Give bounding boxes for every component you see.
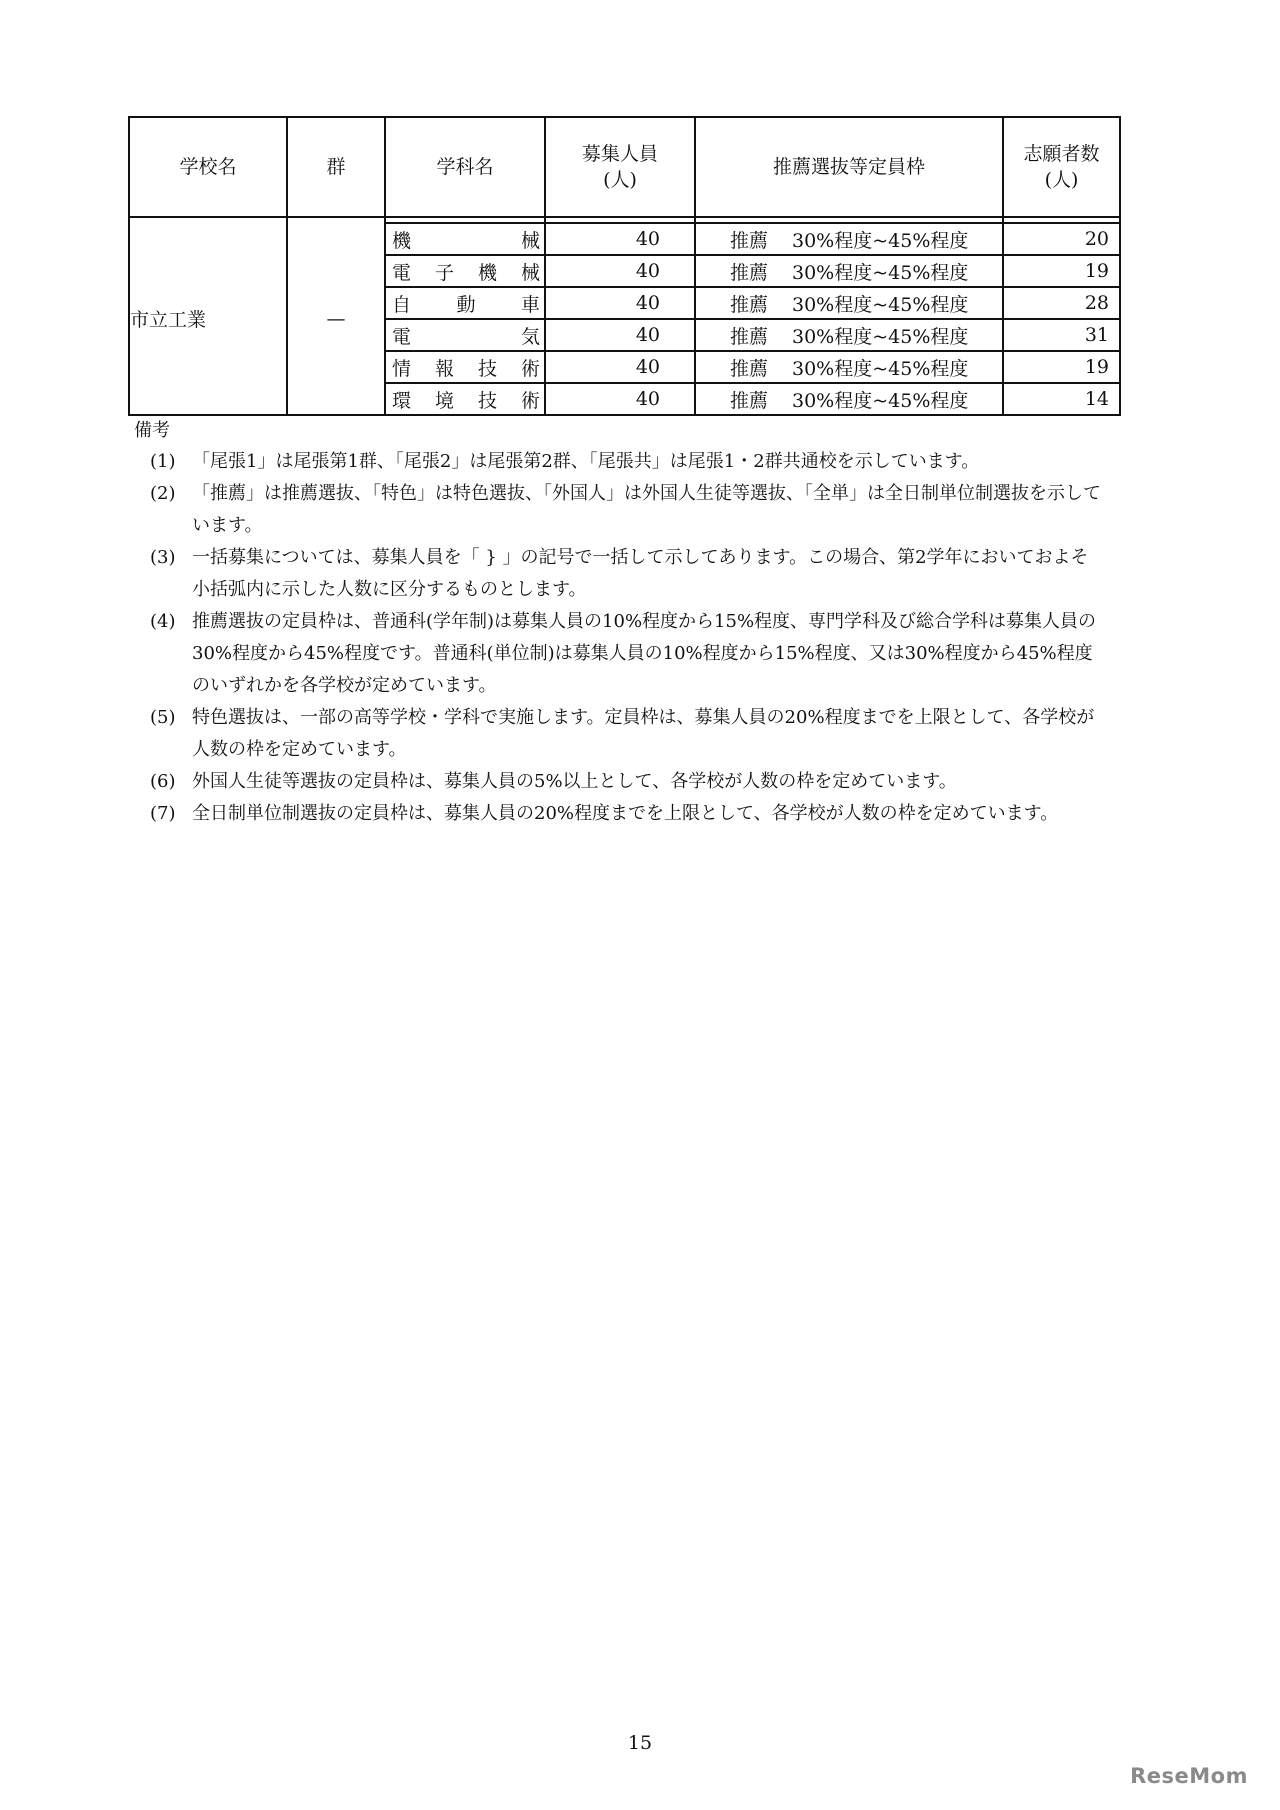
applicants-cell: 19 [1003, 255, 1120, 287]
header-capacity-line2: (人) [603, 169, 637, 191]
department-char: 械 [520, 261, 540, 284]
department-char: 自 [392, 293, 412, 316]
table-header-row [129, 117, 1120, 217]
header-group: 群 [287, 117, 385, 217]
quota-cell [695, 223, 1003, 255]
applicants-cell: 14 [1003, 383, 1120, 415]
quota-cell [695, 287, 1003, 319]
department-cell [385, 351, 545, 383]
header-applicants-line1: 志願者数 [1023, 143, 1100, 165]
remark-note [150, 606, 1105, 702]
department-char: 情 [392, 357, 412, 380]
department-char: 電 [392, 325, 412, 348]
capacity-cell: 40 [545, 383, 695, 415]
quota-type: 推薦 [730, 261, 769, 284]
department-char: 技 [477, 357, 497, 380]
header-capacity [545, 117, 695, 217]
remarks-title: 備考 [134, 420, 170, 441]
table-body [129, 217, 1120, 415]
capacity-cell: 40 [545, 319, 695, 351]
department-char: 動 [456, 293, 476, 316]
remark-text: 「尾張1」は尾張第1群、「尾張2」は尾張第2群、「尾張共」は尾張1・2群共通校を示しています。 [192, 451, 980, 472]
quota-cell [695, 351, 1003, 383]
remark-number: (3) [150, 547, 176, 568]
department-char: 車 [520, 293, 540, 316]
department-char: 術 [520, 357, 540, 380]
remark-number: (2) [150, 483, 176, 504]
department-cell [385, 383, 545, 415]
department-char: 子 [434, 261, 454, 284]
capacity-cell: 40 [545, 255, 695, 287]
remark-text: 外国人生徒等選抜の定員枠は、募集人員の5%以上として、各学校が人数の枠を定めています。 [192, 771, 957, 792]
header-department: 学科名 [385, 117, 545, 217]
department-char: 械 [520, 229, 540, 252]
department-cell [385, 287, 545, 319]
remark-number: (6) [150, 771, 176, 792]
capacity-cell: 40 [545, 287, 695, 319]
quota-range: 30%程度~45%程度 [792, 357, 969, 380]
department-char: 報 [434, 357, 454, 380]
quota-range: 30%程度~45%程度 [792, 229, 969, 252]
applicants-cell: 28 [1003, 287, 1120, 319]
quota-type: 推薦 [730, 325, 769, 348]
quota-range: 30%程度~45%程度 [792, 325, 969, 348]
remark-note [150, 702, 1105, 766]
remark-text: 一括募集については、募集人員を「 } 」の記号で一括して示してあります。この場合、第2学年においておよそ小括弧内に示した人数に区分するものとします。 [192, 547, 1089, 600]
header-applicants-line2: (人) [1044, 169, 1079, 191]
applicants-cell: 20 [1003, 223, 1120, 255]
quota-cell [695, 383, 1003, 415]
quota-cell [695, 255, 1003, 287]
remark-note [150, 478, 1105, 542]
remark-number: (5) [150, 707, 176, 728]
department-char: 技 [477, 389, 497, 412]
remark-number: (1) [150, 451, 176, 472]
group-cell: — [287, 223, 385, 415]
department-cell [385, 255, 545, 287]
remark-note [150, 542, 1105, 606]
remark-number: (4) [150, 611, 176, 632]
department-char: 機 [477, 261, 497, 284]
department-char: 術 [520, 389, 540, 412]
remark-note [150, 798, 1105, 830]
department-char: 環 [392, 389, 412, 412]
applicants-cell: 31 [1003, 319, 1120, 351]
capacity-cell: 40 [545, 223, 695, 255]
page-number: 15 [627, 1732, 653, 1754]
remark-text: 特色選抜は、一部の高等学校・学科で実施します。定員枠は、募集人員の20%程度までを上限として、各学校が人数の枠を定めています。 [192, 707, 1095, 760]
department-char: 気 [520, 325, 540, 348]
department-cell [385, 319, 545, 351]
capacity-cell: 40 [545, 351, 695, 383]
quota-type: 推薦 [730, 229, 769, 252]
remark-number: (7) [150, 803, 176, 824]
header-applicants [1003, 117, 1120, 217]
school-name-cell: 市立工業 [129, 223, 287, 415]
quota-type: 推薦 [730, 357, 769, 380]
department-cell [385, 223, 545, 255]
quota-cell [695, 319, 1003, 351]
department-char: 境 [434, 389, 454, 412]
department-char: 機 [392, 229, 412, 252]
header-school: 学校名 [129, 117, 287, 217]
remark-note [150, 766, 1105, 798]
header-capacity-line1: 募集人員 [581, 143, 658, 165]
quota-range: 30%程度~45%程度 [792, 293, 969, 316]
remark-text: 全日制単位制選抜の定員枠は、募集人員の20%程度までを上限として、各学校が人数の枠を定めています。 [192, 803, 1059, 824]
quota-range: 30%程度~45%程度 [792, 389, 969, 412]
quota-range: 30%程度~45%程度 [792, 261, 969, 284]
header-quota: 推薦選抜等定員枠 [695, 117, 1003, 217]
quota-type: 推薦 [730, 389, 769, 412]
table-row [129, 223, 1120, 255]
resemom-watermark: ReseMom [1130, 1764, 1248, 1788]
remarks-notes [150, 446, 1105, 830]
remark-text: 「推薦」は推薦選抜、「特色」は特色選抜、「外国人」は外国人生徒等選抜、「全単」は全日制単位制選抜を示しています。 [192, 483, 1101, 536]
remark-note [150, 446, 1105, 478]
remark-text: 推薦選抜の定員枠は、普通科(学年制)は募集人員の10%程度から15%程度、専門学科及び総合学科は募集人員の30%程度から45%程度です。普通科(単位制)は募集人員の10%程度から15%程度、又は30%程度から45%程度のいずれかを各学校が定めています。 [192, 611, 1097, 696]
quota-type: 推薦 [730, 293, 769, 316]
admission-table [128, 116, 1121, 416]
department-char: 電 [392, 261, 412, 284]
applicants-cell: 19 [1003, 351, 1120, 383]
